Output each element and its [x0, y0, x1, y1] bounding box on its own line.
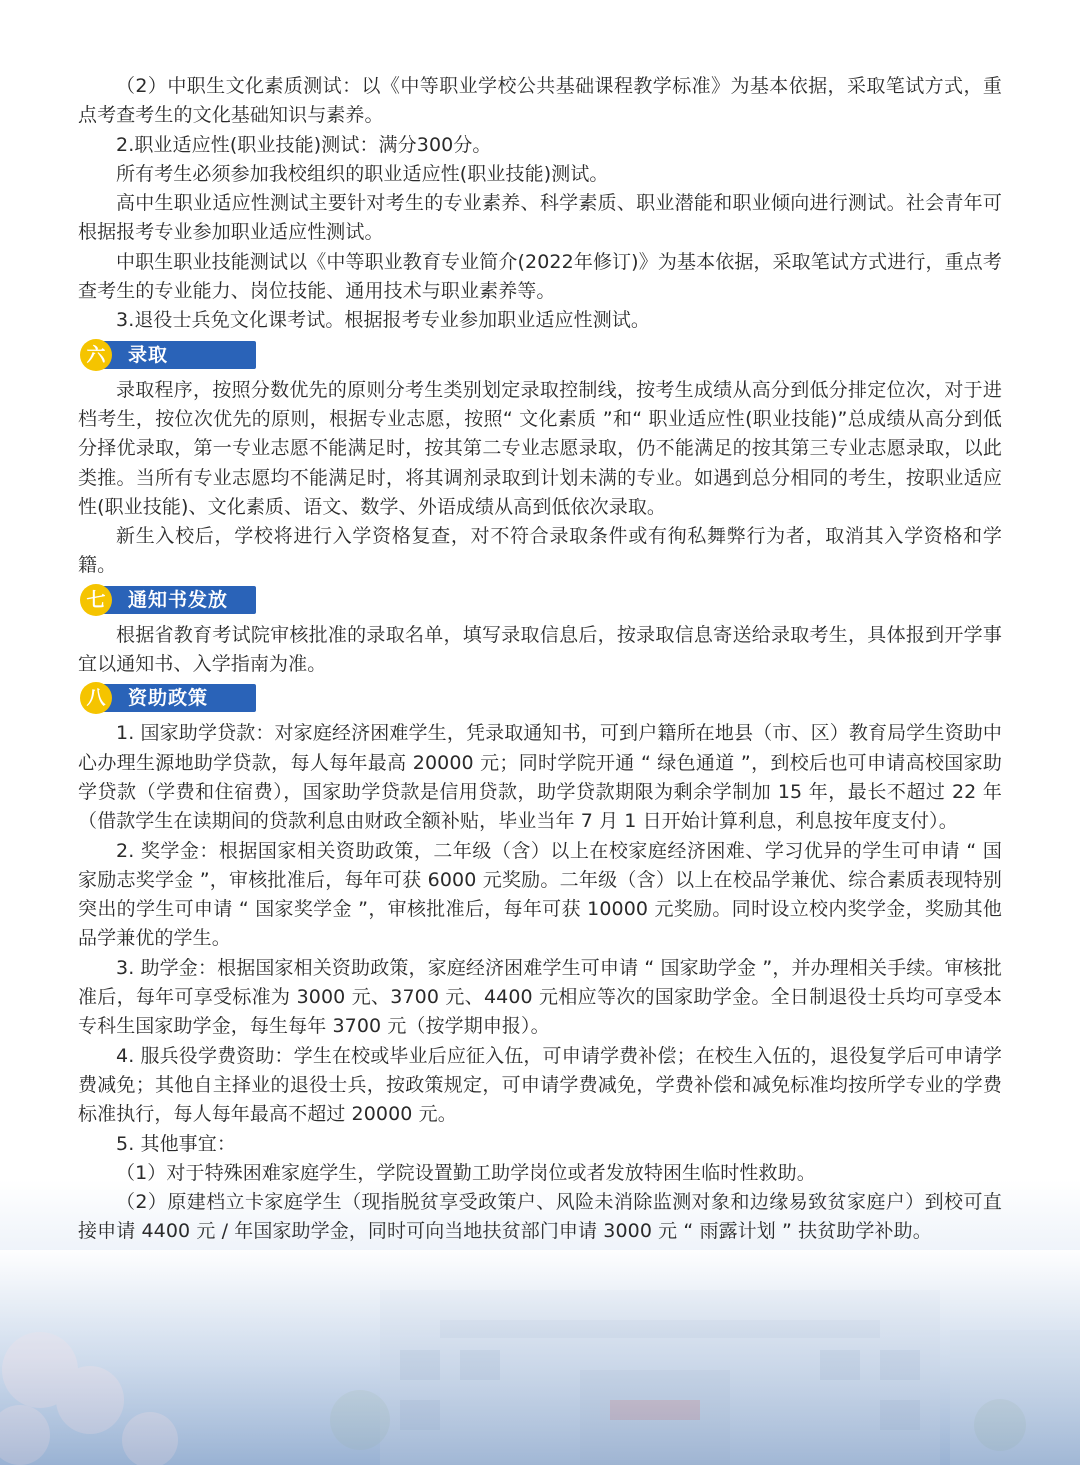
- paragraph: （2）中职生文化素质测试：以《中等职业学校公共基础课程教学标准》为基本依据，采取笔试方式，重点考查考生的文化基础知识与素养。: [78, 75, 1002, 127]
- section-header-financial-aid: [78, 682, 1002, 714]
- paragraph: （2）原建档立卡家庭学生（现指脱贫享受政策户、风险未消除监测对象和边缘易致贫家庭户）到校可直接申请 4400 元 / 年国家助学金，同时可向当地扶贫部门申请 3000 元 “ 雨露计划 ” 扶贫助学补助。: [78, 1191, 1002, 1243]
- section-header-admission: [78, 339, 1002, 371]
- section-number-badge: 七: [80, 584, 112, 616]
- paragraph: 所有考生必须参加我校组织的职业适应性(职业技能)测试。: [116, 162, 609, 185]
- paragraph: 4. 服兵役学费资助：学生在校或毕业后应征入伍，可申请学费补偿；在校生入伍的，退役复学后可申请学费减免；其他自主择业的退役士兵，按政策规定，可申请学费减免，学费补偿和减免标准均按所学专业的学费标准执行，每人每年最高不超过 20000 元。: [78, 1044, 1002, 1126]
- document-body: [78, 72, 1002, 1247]
- section-number-badge: 六: [80, 339, 112, 371]
- campus-building-photo: [0, 1250, 1080, 1465]
- paragraph: 中职生职业技能测试以《中等职业教育专业简介(2022年修订)》为基本依据，采取笔试方式进行，重点考查考生的专业能力、岗位技能、通用技术与职业素养等。: [78, 250, 1002, 303]
- paragraph: 1. 国家助学贷款：对家庭经济困难学生，凭录取通知书，可到户籍所在地县（市、区）教育局学生资助中心办理生源地助学贷款，每人每年最高 20000 元；同时学院开通 “ 绿色通道 ”，到校后也可申请高校国家助学贷款（学费和住宿费），国家助学贷款是信用贷款，助学贷款期限为剩余学制加 15 年，最长不超过 22 年（借款学生在读期间的贷款利息由财政全额补贴，毕业当年 7 月 1 日开始计算利息，利息按年度支付）。: [78, 722, 1002, 833]
- paragraph: 5. 其他事宜：: [116, 1132, 236, 1155]
- section-title: 资助政策: [128, 687, 209, 710]
- paragraph: 根据省教育考试院审核批准的录取名单，填写录取信息后，按录取信息寄送给录取考生，具体报到开学事宜以通知书、入学指南为准。: [78, 623, 1002, 676]
- section-header-notice: [78, 584, 1002, 616]
- paragraph: 2.职业适应性(职业技能)测试：满分300分。: [116, 133, 492, 156]
- paragraph: 3.退役士兵免文化课考试。根据报考专业参加职业适应性测试。: [116, 309, 651, 332]
- paragraph: 录取程序，按照分数优先的原则分考生类别划定录取控制线，按考生成绩从高分到低分排定位次，对于进档考生，按位次优先的原则，根据专业志愿，按照“ 文化素质 ”和“ 职业适应性(职业技能)”总成绩从高分到低分择优录取，第一专业志愿不能满足时，按其第二专业志愿录取，仍不能满足的按其第三专业志愿录取，以此类推。当所有专业志愿均不能满足时，将其调剂录取到计划未满的专业。如遇到总分相同的考生，按职业适应性(职业技能)、文化素质、语文、数学、外语成绩从高到低依次录取。: [78, 378, 1002, 518]
- section-title: 录取: [128, 343, 169, 366]
- paragraph: 3. 助学金：根据国家相关资助政策，家庭经济困难学生可申请 “ 国家助学金 ”，并办理相关手续。审核批准后，每年可享受标准为 3000 元、3700 元、4400 元相应等次的国家助学金。全日制退役士兵均可享受本专科生国家助学金，每生每年 3700 元（按学期申报）。: [78, 956, 1002, 1038]
- paragraph: 高中生职业适应性测试主要针对考生的专业素养、科学素质、职业潜能和职业倾向进行测试。社会青年可根据报考专业参加职业适应性测试。: [78, 192, 1002, 244]
- section-title: 通知书发放: [128, 588, 229, 611]
- section-bar: [92, 341, 256, 369]
- paragraph: （1）对于特殊困难家庭学生，学院设置勤工助学岗位或者发放特困生临时性救助。: [116, 1161, 816, 1184]
- paragraph: 2. 奖学金：根据国家相关资助政策，二年级（含）以上在校家庭经济困难、学习优异的学生可申请 “ 国家励志奖学金 ”，审核批准后，每年可获 6000 元奖励。二年级（含）以上在校品学兼优、综合素质表现特别突出的学生可申请 “ 国家奖学金 ”，审核批准后，每年可获 10000 元奖励。同时设立校内奖学金，奖励其他品学兼优的学生。: [78, 839, 1002, 950]
- paragraph: 新生入校后，学校将进行入学资格复查，对不符合录取条件或有徇私舞弊行为者，取消其入学资格和学籍。: [78, 525, 1002, 577]
- section-number-badge: 八: [80, 682, 112, 714]
